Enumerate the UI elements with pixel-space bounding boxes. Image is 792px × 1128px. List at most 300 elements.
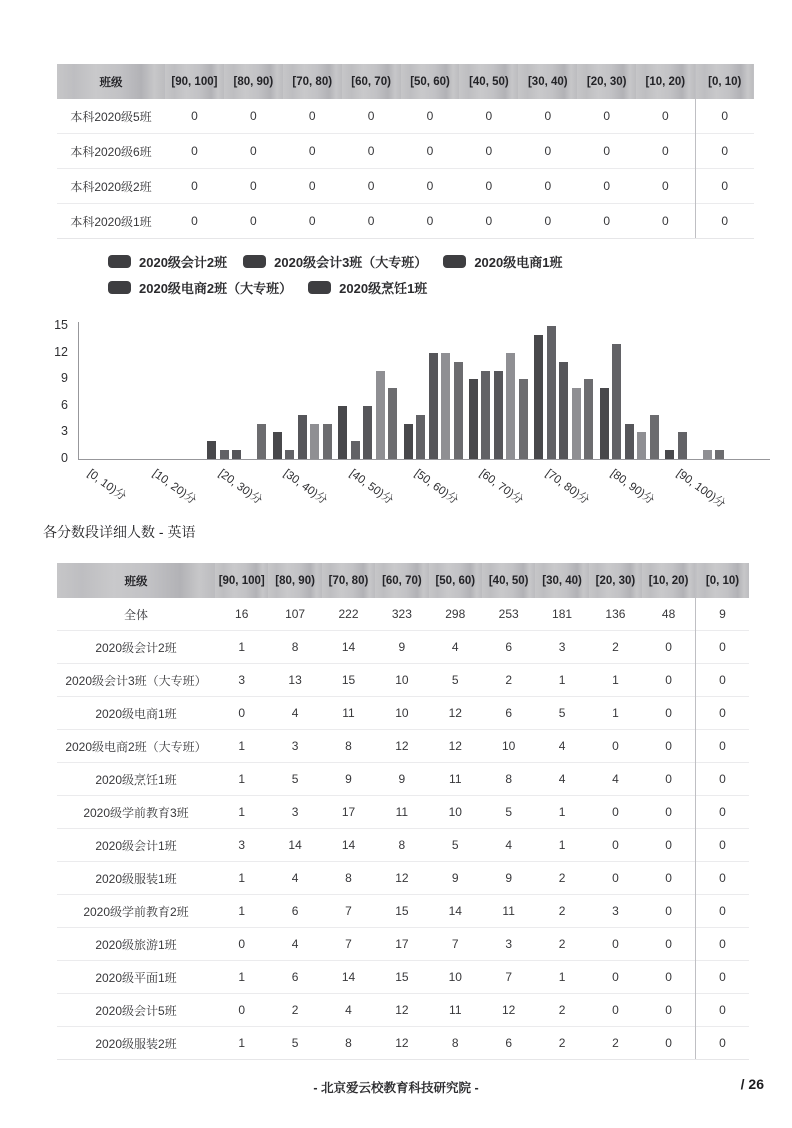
legend-label: 2020级烹饪1班 bbox=[339, 281, 428, 296]
table-row bbox=[57, 631, 749, 664]
cell: 0 bbox=[401, 134, 460, 169]
cell: 9 bbox=[429, 862, 482, 895]
cell: 16 bbox=[235, 607, 249, 621]
cell: 17 bbox=[322, 796, 375, 829]
cell: 222 bbox=[338, 607, 359, 621]
cell: 17 bbox=[375, 928, 428, 961]
cell: 15 bbox=[322, 664, 375, 697]
cell: 0 bbox=[589, 961, 642, 994]
cell: 1 bbox=[535, 796, 588, 829]
cell: 0 bbox=[696, 1027, 749, 1060]
class-name-cell: 2020级会计3班（大专班） bbox=[57, 664, 215, 697]
class-name-cell: 2020级会计2班 bbox=[57, 631, 215, 664]
bar bbox=[338, 406, 347, 459]
cell: 0 bbox=[224, 204, 283, 239]
x-axis-label: [90, 100)分 bbox=[673, 467, 727, 511]
class-name-cell: 2020级平面1班 bbox=[57, 961, 215, 994]
column-header: [50, 60) bbox=[429, 563, 482, 598]
bar bbox=[494, 371, 503, 460]
cell: 4 bbox=[429, 631, 482, 664]
cell: 0 bbox=[636, 169, 695, 204]
column-header: [20, 30) bbox=[577, 64, 636, 99]
column-header: [30, 40) bbox=[518, 64, 577, 99]
column-header: [40, 50) bbox=[459, 64, 518, 99]
cell: 0 bbox=[696, 697, 749, 730]
legend-swatch bbox=[308, 281, 331, 294]
bar bbox=[404, 424, 413, 459]
class-name-cell: 2020级旅游1班 bbox=[57, 928, 215, 961]
bar bbox=[363, 406, 372, 459]
cell: 253 bbox=[498, 607, 519, 621]
cell: 0 bbox=[485, 109, 493, 123]
bar bbox=[600, 388, 609, 459]
legend-swatch bbox=[108, 255, 131, 268]
y-axis-line bbox=[78, 322, 79, 460]
cell: 0 bbox=[401, 204, 460, 239]
cell: 12 bbox=[375, 1027, 428, 1060]
bar bbox=[388, 388, 397, 459]
cell: 0 bbox=[642, 829, 695, 862]
class-name-cell: 本科2020级2班 bbox=[57, 169, 165, 204]
x-axis-label: [20, 30)分 bbox=[215, 467, 264, 507]
cell: 0 bbox=[367, 109, 375, 123]
cell: 2 bbox=[482, 664, 535, 697]
cell: 6 bbox=[268, 961, 321, 994]
class-name-cell: 2020级学前教育2班 bbox=[57, 895, 215, 928]
legend-item bbox=[243, 252, 427, 271]
x-axis-line bbox=[78, 459, 770, 460]
footer-org: - 北京爱云校教育科技研究院 - bbox=[313, 1081, 479, 1095]
bar bbox=[376, 371, 385, 460]
cell: 6 bbox=[482, 697, 535, 730]
x-axis-label: [40, 50)分 bbox=[346, 467, 395, 507]
cell: 0 bbox=[603, 109, 611, 123]
cell: 4 bbox=[535, 730, 588, 763]
column-header: [70, 80) bbox=[322, 563, 375, 598]
cell: 15 bbox=[375, 961, 428, 994]
cell: 0 bbox=[695, 169, 754, 204]
cell: 0 bbox=[426, 109, 434, 123]
cell: 7 bbox=[482, 961, 535, 994]
class-name-cell: 本科2020级5班 bbox=[70, 109, 152, 124]
cell: 0 bbox=[695, 204, 754, 239]
column-header: [10, 20) bbox=[642, 563, 695, 598]
cell: 8 bbox=[482, 763, 535, 796]
cell: 0 bbox=[589, 796, 642, 829]
class-name-cell: 本科2020级1班 bbox=[57, 204, 165, 239]
cell: 0 bbox=[696, 763, 749, 796]
cell: 0 bbox=[224, 169, 283, 204]
y-axis-label: 12 bbox=[54, 344, 68, 359]
cell: 5 bbox=[268, 1027, 321, 1060]
cell: 2 bbox=[535, 1027, 588, 1060]
cell: 0 bbox=[215, 697, 268, 730]
cell: 2 bbox=[589, 1027, 642, 1060]
column-header: [50, 60) bbox=[401, 64, 460, 99]
column-header: [60, 70) bbox=[375, 563, 428, 598]
cell: 9 bbox=[375, 631, 428, 664]
x-axis-label: [60, 70)分 bbox=[477, 467, 526, 507]
cell: 3 bbox=[589, 895, 642, 928]
cell: 0 bbox=[696, 631, 749, 664]
cell: 0 bbox=[642, 796, 695, 829]
bar bbox=[257, 424, 266, 459]
column-header: [40, 50) bbox=[482, 563, 535, 598]
bar bbox=[481, 371, 490, 460]
cell: 1 bbox=[589, 664, 642, 697]
bar bbox=[441, 353, 450, 459]
cell: 0 bbox=[589, 994, 642, 1027]
table-row bbox=[57, 598, 749, 631]
cell: 1 bbox=[535, 829, 588, 862]
cell: 2 bbox=[589, 631, 642, 664]
cell: 10 bbox=[429, 796, 482, 829]
cell: 12 bbox=[482, 994, 535, 1027]
cell: 14 bbox=[268, 829, 321, 862]
cell: 5 bbox=[268, 763, 321, 796]
cell: 0 bbox=[642, 664, 695, 697]
cell: 0 bbox=[642, 1027, 695, 1060]
cell: 2 bbox=[535, 862, 588, 895]
bar bbox=[519, 379, 528, 459]
cell: 0 bbox=[695, 134, 754, 169]
cell: 0 bbox=[696, 895, 749, 928]
legend-item bbox=[108, 252, 227, 271]
table-row bbox=[57, 796, 749, 829]
cell: 2 bbox=[535, 895, 588, 928]
cell: 11 bbox=[375, 796, 428, 829]
bar bbox=[285, 450, 294, 459]
cell: 11 bbox=[429, 763, 482, 796]
bar bbox=[207, 441, 216, 459]
cell: 3 bbox=[268, 796, 321, 829]
cell: 0 bbox=[518, 169, 577, 204]
table-row bbox=[57, 928, 749, 961]
page-number: / 26 bbox=[740, 1076, 764, 1092]
cell: 136 bbox=[605, 607, 626, 621]
legend-item bbox=[443, 252, 562, 271]
cell: 0 bbox=[401, 169, 460, 204]
cell: 5 bbox=[429, 829, 482, 862]
cell: 1 bbox=[215, 862, 268, 895]
cell: 0 bbox=[695, 99, 754, 134]
column-header: [10, 20) bbox=[636, 64, 695, 99]
cell: 7 bbox=[322, 895, 375, 928]
cell: 0 bbox=[696, 829, 749, 862]
cell: 0 bbox=[308, 109, 316, 123]
cell: 12 bbox=[429, 730, 482, 763]
legend-label: 2020级电商1班 bbox=[474, 255, 563, 270]
table-row bbox=[57, 204, 754, 239]
cell: 0 bbox=[642, 631, 695, 664]
class-name-cell: 2020级服装2班 bbox=[57, 1027, 215, 1060]
cell: 0 bbox=[249, 109, 257, 123]
cell: 4 bbox=[589, 763, 642, 796]
y-axis-label: 0 bbox=[61, 451, 68, 465]
column-header: [90, 100] bbox=[165, 64, 224, 99]
bar bbox=[469, 379, 478, 459]
cell: 0 bbox=[661, 109, 669, 123]
cell: 3 bbox=[268, 730, 321, 763]
table-row bbox=[57, 862, 749, 895]
cell: 3 bbox=[482, 928, 535, 961]
section-title: 各分数段详细人数 - 英语 bbox=[43, 524, 196, 540]
bar bbox=[534, 335, 543, 459]
cell: 0 bbox=[283, 169, 342, 204]
cell: 0 bbox=[459, 204, 518, 239]
cell: 0 bbox=[589, 862, 642, 895]
cell: 11 bbox=[482, 895, 535, 928]
cell: 8 bbox=[268, 631, 321, 664]
cell: 0 bbox=[636, 134, 695, 169]
table-row bbox=[57, 697, 749, 730]
cell: 8 bbox=[322, 1027, 375, 1060]
cell: 8 bbox=[375, 829, 428, 862]
table-row bbox=[57, 99, 754, 134]
bar bbox=[506, 353, 515, 459]
table-row bbox=[57, 134, 754, 169]
cell: 12 bbox=[375, 994, 428, 1027]
cell: 5 bbox=[429, 664, 482, 697]
cell: 7 bbox=[429, 928, 482, 961]
cell: 1 bbox=[215, 796, 268, 829]
bar bbox=[625, 424, 634, 459]
cell: 12 bbox=[429, 697, 482, 730]
cell: 3 bbox=[535, 631, 588, 664]
table-row bbox=[57, 664, 749, 697]
cell: 4 bbox=[268, 862, 321, 895]
class-name-cell: 2020级会计5班 bbox=[57, 994, 215, 1027]
cell: 0 bbox=[696, 928, 749, 961]
cell: 0 bbox=[459, 169, 518, 204]
cell: 12 bbox=[375, 862, 428, 895]
cell: 1 bbox=[589, 697, 642, 730]
table-row bbox=[57, 169, 754, 204]
cell: 8 bbox=[429, 1027, 482, 1060]
x-axis-label: [50, 60)分 bbox=[412, 467, 461, 507]
cell: 6 bbox=[482, 1027, 535, 1060]
cell: 9 bbox=[696, 598, 749, 631]
cell: 1 bbox=[215, 895, 268, 928]
cell: 0 bbox=[589, 928, 642, 961]
cell: 8 bbox=[322, 730, 375, 763]
class-name-cell: 2020级会计1班 bbox=[57, 829, 215, 862]
table-row bbox=[57, 994, 749, 1027]
cell: 12 bbox=[375, 730, 428, 763]
cell: 0 bbox=[544, 109, 552, 123]
cell: 7 bbox=[322, 928, 375, 961]
cell: 1 bbox=[215, 763, 268, 796]
cell: 0 bbox=[589, 829, 642, 862]
cell: 10 bbox=[482, 730, 535, 763]
cell: 0 bbox=[165, 134, 224, 169]
cell: 14 bbox=[322, 829, 375, 862]
cell: 14 bbox=[322, 631, 375, 664]
cell: 3 bbox=[215, 664, 268, 697]
x-axis-label: [80, 90)分 bbox=[608, 467, 657, 507]
cell: 0 bbox=[642, 928, 695, 961]
class-name-cell: 2020级烹饪1班 bbox=[57, 763, 215, 796]
bar bbox=[273, 432, 282, 459]
cell: 0 bbox=[165, 204, 224, 239]
cell: 0 bbox=[642, 862, 695, 895]
bar bbox=[351, 441, 360, 459]
cell: 0 bbox=[642, 994, 695, 1027]
cell: 0 bbox=[224, 134, 283, 169]
cell: 0 bbox=[459, 134, 518, 169]
cell: 10 bbox=[429, 961, 482, 994]
cell: 9 bbox=[375, 763, 428, 796]
class-name-cell: 2020级电商1班 bbox=[57, 697, 215, 730]
cell: 107 bbox=[285, 607, 306, 621]
x-axis-label: [10, 20)分 bbox=[150, 467, 199, 507]
cell: 0 bbox=[696, 961, 749, 994]
cell: 4 bbox=[268, 928, 321, 961]
cell: 0 bbox=[342, 204, 401, 239]
cell: 10 bbox=[375, 697, 428, 730]
legend-swatch bbox=[108, 281, 131, 294]
bar bbox=[298, 415, 307, 459]
column-header: 班级 bbox=[57, 563, 215, 598]
cell: 0 bbox=[696, 994, 749, 1027]
cell: 0 bbox=[518, 204, 577, 239]
cell: 5 bbox=[482, 796, 535, 829]
cell: 0 bbox=[215, 928, 268, 961]
score-table-partial bbox=[57, 64, 754, 239]
bar bbox=[429, 353, 438, 459]
bar bbox=[454, 362, 463, 459]
cell: 4 bbox=[482, 829, 535, 862]
cell: 0 bbox=[191, 109, 198, 123]
cell: 0 bbox=[642, 961, 695, 994]
column-header: [20, 30) bbox=[589, 563, 642, 598]
column-header: [0, 10) bbox=[696, 563, 749, 598]
cell: 1 bbox=[215, 730, 268, 763]
cell: 0 bbox=[589, 730, 642, 763]
bar bbox=[703, 450, 712, 459]
class-name-cell: 2020级电商2班（大专班） bbox=[57, 730, 215, 763]
column-header: [70, 80) bbox=[283, 64, 342, 99]
cell: 1 bbox=[215, 1027, 268, 1060]
cell: 0 bbox=[577, 134, 636, 169]
cell: 1 bbox=[215, 631, 268, 664]
table-row bbox=[57, 829, 749, 862]
y-axis-label: 6 bbox=[61, 397, 68, 412]
bar-chart bbox=[0, 318, 792, 530]
column-header: [80, 90) bbox=[268, 563, 321, 598]
score-table-english bbox=[57, 563, 749, 1060]
x-axis-label: [70, 80)分 bbox=[542, 467, 591, 507]
table-row bbox=[57, 730, 749, 763]
class-name-cell: 2020级学前教育3班 bbox=[57, 796, 215, 829]
cell: 11 bbox=[322, 697, 375, 730]
cell: 323 bbox=[391, 607, 412, 621]
bar bbox=[572, 388, 581, 459]
class-name-cell: 2020级服装1班 bbox=[57, 862, 215, 895]
column-header: 班级 bbox=[57, 64, 165, 99]
cell: 0 bbox=[577, 169, 636, 204]
bar bbox=[612, 344, 621, 459]
table-row bbox=[57, 763, 749, 796]
cell: 2 bbox=[535, 928, 588, 961]
cell: 0 bbox=[283, 204, 342, 239]
bar bbox=[220, 450, 229, 459]
cell: 11 bbox=[429, 994, 482, 1027]
y-axis-label: 9 bbox=[61, 371, 68, 386]
cell: 48 bbox=[661, 607, 676, 621]
bar bbox=[416, 415, 425, 459]
header-row bbox=[57, 563, 749, 598]
x-axis-label: [30, 40)分 bbox=[281, 467, 330, 507]
legend-label: 2020级会计3班（大专班） bbox=[274, 255, 428, 270]
y-axis-label: 15 bbox=[54, 318, 68, 333]
cell: 298 bbox=[445, 607, 466, 621]
cell: 5 bbox=[535, 697, 588, 730]
cell: 9 bbox=[322, 763, 375, 796]
cell: 1 bbox=[215, 961, 268, 994]
table-row bbox=[57, 895, 749, 928]
class-name-cell: 本科2020级6班 bbox=[57, 134, 165, 169]
cell: 0 bbox=[215, 994, 268, 1027]
cell: 1 bbox=[535, 664, 588, 697]
class-name-cell: 全体 bbox=[124, 607, 149, 622]
column-header: [60, 70) bbox=[342, 64, 401, 99]
column-header: [0, 10) bbox=[695, 64, 754, 99]
cell: 0 bbox=[696, 730, 749, 763]
cell: 0 bbox=[642, 730, 695, 763]
bar bbox=[650, 415, 659, 459]
bar bbox=[310, 424, 319, 459]
cell: 0 bbox=[342, 134, 401, 169]
bar bbox=[232, 450, 241, 459]
header-row bbox=[57, 64, 754, 99]
y-axis-label: 3 bbox=[61, 424, 68, 439]
table-row bbox=[57, 1027, 749, 1060]
legend-label: 2020级电商2班（大专班） bbox=[139, 281, 293, 296]
cell: 0 bbox=[642, 697, 695, 730]
legend-swatch bbox=[243, 255, 266, 268]
cell: 15 bbox=[375, 895, 428, 928]
bar bbox=[665, 450, 674, 459]
cell: 10 bbox=[375, 664, 428, 697]
cell: 0 bbox=[636, 204, 695, 239]
cell: 4 bbox=[268, 697, 321, 730]
cell: 0 bbox=[696, 796, 749, 829]
cell: 0 bbox=[696, 862, 749, 895]
cell: 4 bbox=[322, 994, 375, 1027]
cell: 8 bbox=[322, 862, 375, 895]
cell: 0 bbox=[577, 204, 636, 239]
table-row bbox=[57, 961, 749, 994]
cell: 0 bbox=[696, 664, 749, 697]
legend-swatch bbox=[443, 255, 466, 268]
cell: 2 bbox=[268, 994, 321, 1027]
cell: 0 bbox=[518, 134, 577, 169]
bar bbox=[637, 432, 646, 459]
cell: 3 bbox=[215, 829, 268, 862]
cell: 2 bbox=[535, 994, 588, 1027]
bar bbox=[547, 326, 556, 459]
legend-item bbox=[308, 278, 427, 297]
cell: 9 bbox=[482, 862, 535, 895]
cell: 13 bbox=[268, 664, 321, 697]
column-header: [90, 100] bbox=[215, 563, 268, 598]
cell: 0 bbox=[283, 134, 342, 169]
column-header: [30, 40) bbox=[535, 563, 588, 598]
cell: 6 bbox=[268, 895, 321, 928]
bar bbox=[715, 450, 724, 459]
legend-label: 2020级会计2班 bbox=[139, 255, 228, 270]
